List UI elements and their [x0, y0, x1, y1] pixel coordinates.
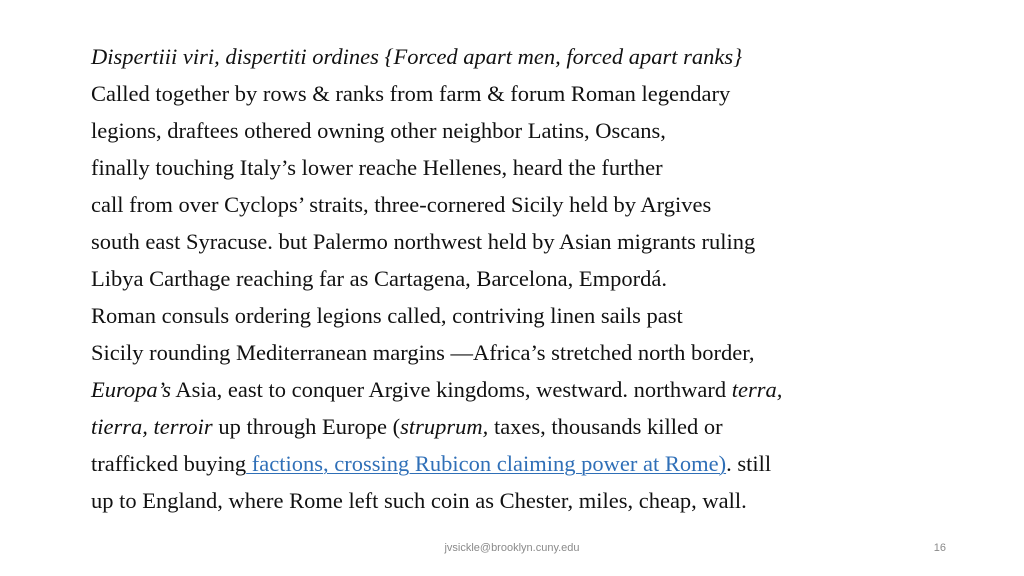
text-line — [91, 223, 991, 260]
text-line — [91, 260, 991, 297]
text-span: legions, draftees othered owning other neighbor Latins, Oscans, — [91, 118, 666, 143]
hyperlink[interactable]: factions, crossing Rubicon claiming power at Rome) — [246, 451, 727, 476]
italic-text: Dispertiii viri, dispertiti ordines {Forced apart men, forced apart ranks} — [91, 44, 743, 69]
text-span: Libya Carthage reaching far as Cartagena, Barcelona, Empordá. — [91, 266, 667, 291]
text-line — [91, 482, 991, 519]
italic-text: terra, — [731, 377, 783, 402]
text-span: trafficked buying — [91, 451, 247, 476]
italic-text: tierra, terroir — [91, 414, 213, 439]
text-line — [91, 445, 991, 482]
slide-number: 16 — [933, 542, 946, 554]
text-line — [91, 75, 991, 112]
text-span: finally touching Italy’s lower reache Hellenes, heard the further — [91, 155, 663, 180]
italic-text: Europa’s — [91, 377, 172, 402]
text-span: . still — [726, 451, 772, 476]
footer-email: jvsickle@brooklyn.cuny.edu — [444, 542, 580, 554]
text-span: Sicily rounding Mediterranean margins —Africa’s stretched north border, — [91, 340, 755, 365]
text-line — [91, 297, 991, 334]
text-line — [91, 371, 991, 408]
text-line — [91, 38, 991, 75]
text-span: Roman consuls ordering legions called, contriving linen sails past — [91, 303, 683, 328]
text-line — [91, 408, 991, 445]
text-span: up to England, where Rome left such coin as Chester, miles, cheap, wall. — [91, 488, 747, 513]
text-span: up through Europe ( — [212, 414, 401, 439]
text-line — [91, 334, 991, 371]
text-line — [91, 149, 991, 186]
text-span: Asia, east to conquer Argive kingdoms, westward. northward — [171, 377, 732, 402]
text-span: south east Syracuse. but Palermo northwest held by Asian migrants ruling — [91, 229, 756, 254]
italic-text: struprum, — [400, 414, 489, 439]
text-span: call from over Cyclops’ straits, three-cornered Sicily held by Argives — [91, 192, 712, 217]
slide-body — [91, 38, 991, 519]
text-line — [91, 112, 991, 149]
text-span: taxes, thousands killed or — [488, 414, 723, 439]
text-line — [91, 186, 991, 223]
text-span: Called together by rows & ranks from farm & forum Roman legendary — [91, 81, 731, 106]
